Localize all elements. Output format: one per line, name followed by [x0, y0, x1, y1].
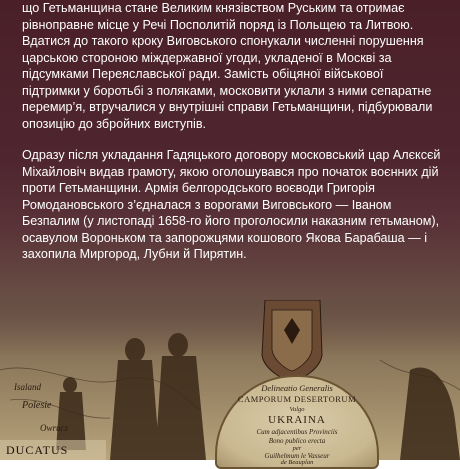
cartouche-line-6: Bono publico erecta: [268, 437, 326, 445]
cartouche-line-9: de Beauplan: [280, 459, 314, 466]
article-paragraph-2: Одразу після укладання Гадяцького договору московський цар Алєксєй Міхайловіч видав грамоту, якою оголошувався про початок воєнних дій проти Гетьманщини. Армія белгородського воєводи Григорія Ромодановського з’єдналася з ворогами Виговського — Іваном Безпалим (у листопаді 1658-го його проголосили наказним гетьманом), осавулом Вороньком та запорожцями кошового Якова Барабаша — і захопила Миргород, Лубни й Пирятин.: [22, 148, 441, 261]
cartouche-line-5: Cum adjacentibus Provinciis: [256, 428, 338, 436]
article-text: [22, 0, 442, 263]
cartouche-line-1: Delineatio Generalis: [261, 383, 333, 393]
map-label-polesie: Polesie: [22, 400, 52, 411]
article-paragraph-1: що Гетьманщина стане Великим князівством Руським та отримає рівноправне місце у Речі Посполитій поряд із Польщею та Литвою. Вдатися до такого кроку Виговського спонукали численні порушення царською стороною міждержавної угоди, укладеної в Москві за підсумками Переяславської ради. Замість обіцяної військової підтримки у боротьбі з поляками, московити уклали з ними сепаратне перемир’я, втручалися у внутрішні справи Гетьманщини, підбурювали опозицію до збройних виступів.: [22, 1, 433, 131]
cartouche-line-2: CAMPORUM DESERTORUM: [237, 394, 357, 404]
cartouche-line-7: per: [292, 445, 302, 452]
map-cartouche: [215, 375, 379, 469]
coat-of-arms-icon: [262, 300, 322, 382]
cartouche-line-8: Guilhelmum le Vasseur: [264, 452, 330, 460]
cartouche-line-3: Vulgo: [289, 406, 305, 413]
map-label-ducatus: DUCATUS: [0, 440, 106, 460]
map-label-owrucz: Owrucz: [40, 423, 69, 433]
map-label-isaland: Isaland: [14, 382, 41, 392]
cartouche-line-4: UKRAINA: [268, 414, 326, 426]
